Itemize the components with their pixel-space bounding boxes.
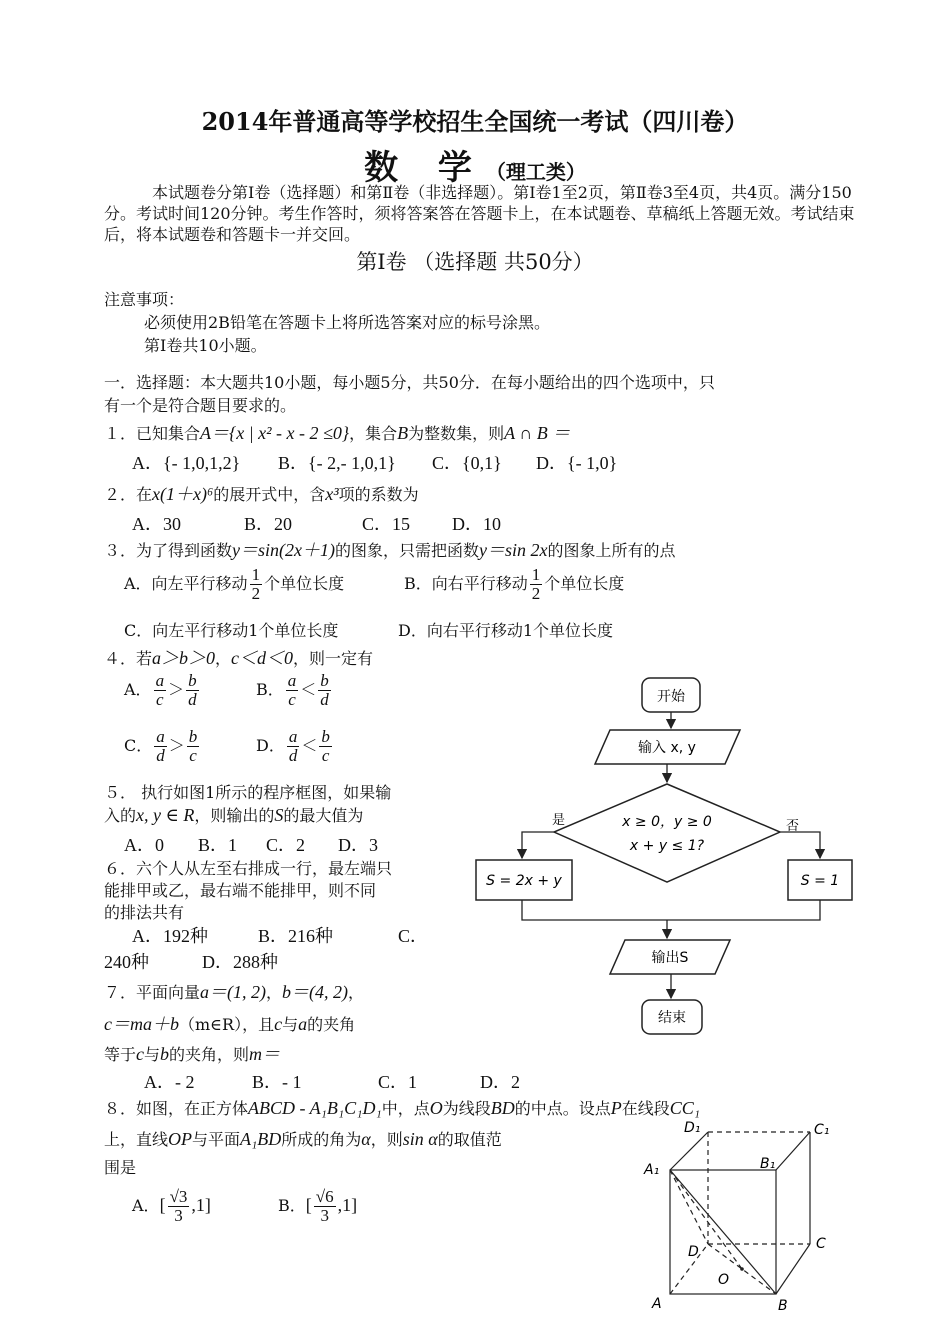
- q3-text2: 的图象，只需把函数: [335, 541, 480, 560]
- q4-option-c: [124, 728, 201, 765]
- q4-c-frac2-den: c: [189, 746, 197, 765]
- notes-line-2: 第Ⅰ卷共10小题。: [144, 336, 267, 355]
- q4-option-c-label: C．: [124, 736, 153, 755]
- flow-yes-label: 是: [552, 813, 566, 828]
- q2-option-b: B．20: [244, 514, 293, 534]
- q3-frac-a: [250, 566, 263, 603]
- cube-label-d: D: [688, 1244, 699, 1260]
- q7-vec-b: b＝(4, 2): [282, 982, 349, 1002]
- q6-line-3: 的排法共有: [104, 903, 185, 922]
- q8-text6: 上，直线: [104, 1130, 169, 1149]
- q8-text3: 为线段: [442, 1099, 491, 1118]
- q7-option-d: D．2: [480, 1072, 520, 1092]
- q4-b-frac2-num: b: [320, 671, 329, 690]
- question-3: [104, 536, 676, 562]
- q7-vec-c: c＝ma＋b: [104, 1014, 179, 1034]
- q2-text: ２．在: [104, 485, 153, 504]
- flow-cond-1: x ≥ 0，y ≥ 0: [622, 814, 712, 830]
- cube-figure: [636, 1118, 846, 1314]
- flow-input-text: 输入 x, y: [638, 740, 696, 756]
- q4-a-frac1-num: a: [155, 671, 165, 690]
- q5-var: S: [274, 805, 284, 825]
- q4-c-frac2-num: b: [188, 727, 198, 746]
- q7-sep2: ，: [348, 983, 365, 1002]
- q7-text2: ，且: [242, 1015, 275, 1034]
- q6-option-d: D．288种: [202, 952, 278, 972]
- q5-text3: 的最大值为: [283, 806, 364, 825]
- q7-option-c: C．1: [378, 1072, 418, 1092]
- q8-text: ８．如图，在正方体: [104, 1099, 249, 1118]
- q7-text: ７．平面向量: [104, 983, 201, 1002]
- part-one-line-2: 有一个是符合题目要求的。: [104, 396, 297, 415]
- q8-option-b: [278, 1188, 357, 1225]
- flow-left-text: S = 2x + y: [486, 873, 562, 889]
- q8-option-a: [132, 1188, 211, 1225]
- q4-b-frac1-num: a: [287, 671, 297, 690]
- q7-c2: c: [136, 1044, 145, 1064]
- q4-a-frac2-num: b: [188, 671, 197, 690]
- q4-c-frac1-den: d: [156, 746, 165, 765]
- q1-text3: 为整数集，则: [408, 424, 505, 443]
- q4-option-b: [256, 672, 333, 709]
- flow-no-label: 否: [786, 819, 800, 834]
- q1-option-b: B．{- 2,- 1,0,1}: [278, 453, 396, 473]
- q8-line-2: [104, 1127, 502, 1150]
- q3-frac-b-num: 1: [531, 565, 541, 584]
- q7-text4: 等于: [104, 1045, 137, 1064]
- q3-frac-a-den: 2: [251, 584, 261, 603]
- q4-d-op: ＜: [301, 736, 318, 755]
- q7-m: m＝: [249, 1044, 281, 1064]
- section-heading: 第Ⅰ卷 （选择题 共50分）: [356, 250, 594, 274]
- q3-option-d: D．向右平行移动1个单位长度: [398, 621, 614, 640]
- q4-b-frac2: [318, 672, 331, 709]
- q4-d-frac2: [319, 728, 332, 765]
- q3-frac-b: [530, 566, 543, 603]
- q4-option-b-label: B．: [256, 680, 284, 699]
- q5-option-c: C．2: [266, 835, 306, 855]
- q7-text5: 的夹角，则: [169, 1045, 250, 1064]
- intro-paragraph: [104, 182, 864, 245]
- q8-option-b-frac: [314, 1188, 336, 1225]
- q7-with2: 与: [144, 1045, 161, 1064]
- q7-vec-a: a＝(1, 2): [200, 982, 267, 1002]
- q8-option-a-frac: [168, 1188, 190, 1225]
- q8-text5: 在线段: [621, 1099, 670, 1118]
- q6-option-a: A．192种: [132, 926, 208, 946]
- q7-with1: 与: [282, 1015, 299, 1034]
- flowchart-figure: [470, 670, 870, 1050]
- q8-line-op: OP: [168, 1129, 193, 1149]
- q1-set-a: A＝{x | x² - x - 2 ≤0}: [200, 423, 350, 443]
- flow-decision: [554, 784, 780, 882]
- q8-point-o: O: [429, 1098, 443, 1118]
- intro-text: 本试题卷分第Ⅰ卷（选择题）和第Ⅱ卷（非选择题）。第Ⅰ卷1至2页，第Ⅱ卷3至4页，共4页。满分150分。考试时间120分钟。考生作答时，须将答案答在答题卡上，在本试题卷、草稿纸上答题无效。考试结束后，将本试题卷和答题卡一并交回。: [104, 183, 855, 244]
- cube-label-d1: D₁: [684, 1120, 701, 1136]
- q8-text8: 所成的角为: [281, 1130, 362, 1149]
- q3-func1: y＝sin(2x＋1): [232, 540, 335, 560]
- q8-line-3: 围是: [104, 1158, 137, 1177]
- q5-option-b: B．1: [198, 835, 238, 855]
- q7-b2: b: [160, 1044, 170, 1064]
- q4-text2: ，则一定有: [293, 649, 374, 668]
- q1-text: １．已知集合: [104, 424, 201, 443]
- q3-func2: y＝sin 2x: [479, 540, 548, 560]
- q4-option-d: [256, 728, 334, 765]
- q4-b-frac2-den: d: [320, 690, 329, 709]
- q3-frac-b-den: 2: [531, 584, 541, 603]
- q4-cond2: c＜d＜0: [231, 648, 294, 668]
- q8-cube: ABCD - A₁B₁C₁D₁: [248, 1098, 382, 1118]
- q3-option-c: C．向左平行移动1个单位长度: [124, 621, 339, 640]
- q4-a-frac2: [186, 672, 199, 709]
- subject-name: 数 学: [364, 148, 486, 188]
- q4-b-frac1: [286, 672, 299, 709]
- q3-frac-a-num: 1: [251, 565, 261, 584]
- q3-option-b: [404, 566, 624, 603]
- flow-output-text: 输出S: [651, 950, 689, 966]
- part-one-line-1: 一．选择题：本大题共10小题，每小题5分，共50分．在每小题给出的四个选项中，只: [104, 373, 715, 392]
- q7-a1: a: [298, 1014, 308, 1034]
- q8-option-a-open: [: [159, 1195, 166, 1215]
- q3-text: ３．为了得到函数: [104, 541, 233, 560]
- q8-option-a-close: ,1]: [191, 1195, 211, 1215]
- q6-line-1: ６．六个人从左至右排成一行，最左端只: [104, 859, 393, 878]
- q7-option-b: B．- 1: [252, 1072, 302, 1092]
- q2-term: x³: [325, 484, 339, 504]
- q7-text3: 的夹角: [307, 1015, 356, 1034]
- q4-option-d-label: D．: [256, 736, 285, 755]
- q8-option-a-den: 3: [174, 1206, 183, 1225]
- cube-label-c: C: [816, 1236, 826, 1252]
- q6-option-c-value: 240种: [104, 952, 149, 972]
- q5-option-a: A．0: [124, 835, 164, 855]
- q3-option-a-text: A．向左平行移动: [124, 574, 248, 593]
- q4-b-op: ＜: [300, 680, 317, 699]
- q8-text4: 的中点。设点: [514, 1099, 611, 1118]
- q8-line-1: [104, 1096, 700, 1119]
- q8-sin: sin α: [402, 1129, 438, 1149]
- q3-text3: 的图象上所有的点: [547, 541, 676, 560]
- q2-option-a: A．30: [132, 514, 181, 534]
- q4-c-op: ＞: [168, 736, 185, 755]
- q4-c-frac2: [187, 728, 200, 765]
- q8-option-b-num: √6: [315, 1187, 334, 1206]
- q8-option-b-den: 3: [320, 1206, 329, 1225]
- q7-sep: ，: [266, 983, 283, 1002]
- q8-seg-bd: BD: [490, 1098, 515, 1118]
- q1-option-c: C．{0,1}: [432, 453, 502, 473]
- q4-text: ４．若: [104, 649, 153, 668]
- q7-param: （m∈R）: [179, 1015, 243, 1034]
- q5-line-1: ５． 执行如图1所示的程序框图，如果输: [104, 783, 392, 802]
- q8-point-p: P: [610, 1098, 622, 1118]
- q1-set-b: B: [397, 423, 409, 443]
- q8-text10: 的取值范: [437, 1130, 502, 1149]
- q6-option-c: C．: [398, 926, 429, 946]
- q4-b-frac1-den: c: [288, 690, 296, 709]
- q4-a-frac2-den: d: [188, 690, 197, 709]
- flow-cond-2: x + y ≤ 1?: [629, 838, 705, 854]
- cube-label-c1: C₁: [814, 1122, 830, 1138]
- q1-text2: ，集合: [349, 424, 398, 443]
- q8-text9: ，则: [370, 1130, 403, 1149]
- q8-text7: 与平面: [192, 1130, 241, 1149]
- q5-line-2: [104, 803, 363, 826]
- q4-d-frac1: [287, 728, 300, 765]
- q1-expr: A ∩ B ＝: [504, 423, 571, 443]
- q4-a-frac1: [154, 672, 167, 709]
- cube-label-b: B: [778, 1298, 788, 1314]
- q3-option-b-unit: 个单位长度: [544, 574, 625, 593]
- q4-d-frac2-num: b: [321, 727, 330, 746]
- exam-title: 2014年普通高等学校招生全国统一考试（四川卷）: [201, 107, 749, 136]
- q7-option-a: A．- 2: [144, 1072, 195, 1092]
- q4-cond1: a＞b＞0: [152, 648, 216, 668]
- q2-text2: 的展开式中，含: [213, 485, 326, 504]
- flow-start-text: 开始: [657, 689, 685, 705]
- q4-c-frac1: [154, 728, 167, 765]
- q2-option-d: D．10: [452, 514, 501, 534]
- q8-option-a-label: A．: [132, 1196, 160, 1215]
- q5-text2: ，则输出的: [194, 806, 275, 825]
- q7-line-3: [104, 1040, 280, 1066]
- cube-label-a: A: [652, 1296, 662, 1312]
- q4-option-a: [124, 672, 201, 709]
- notes-label: 注意事项：: [104, 290, 185, 309]
- q1-option-a: A．{- 1,0,1,2}: [132, 453, 241, 473]
- q4-d-frac1-den: d: [288, 746, 298, 765]
- q6-option-b: B．216种: [258, 926, 334, 946]
- question-4: [104, 644, 373, 670]
- q8-text2: 中，点: [381, 1099, 430, 1118]
- question-2: [104, 480, 419, 506]
- cube-label-o: O: [718, 1272, 730, 1288]
- q3-option-a-unit: 个单位长度: [264, 574, 345, 593]
- q8-alpha: α: [361, 1129, 371, 1149]
- cube-label-b1: B₁: [760, 1156, 776, 1172]
- q4-option-a-label: A．: [124, 680, 152, 699]
- q3-option-b-text: B．向右平行移动: [404, 574, 528, 593]
- question-1: [104, 419, 570, 445]
- notes-line-1: 必须使用2B铅笔在答题卡上将所选答案对应的标号涂黑。: [144, 313, 550, 332]
- q8-seg-cc1: CC₁: [669, 1098, 701, 1118]
- flow-right-text: S = 1: [800, 873, 840, 889]
- q8-option-b-label: B．: [278, 1196, 306, 1215]
- q2-text3: 项的系数为: [338, 485, 419, 504]
- q4-a-op: ＞: [168, 680, 185, 699]
- q4-d-frac2-den: c: [321, 746, 330, 765]
- q5-text: 入的: [104, 806, 137, 825]
- q7-c1: c: [274, 1014, 283, 1034]
- q1-option-d: D．{- 1,0}: [536, 453, 618, 473]
- q3-option-a: [124, 566, 344, 603]
- q5-domain: x, y ∈ R: [136, 805, 195, 825]
- flow-end-text: 结束: [658, 1010, 686, 1026]
- q8-option-b-close: ,1]: [337, 1195, 358, 1215]
- q8-option-a-num: √3: [169, 1187, 188, 1206]
- q7-line-2: [104, 1010, 355, 1036]
- cube-label-a1: A₁: [644, 1162, 660, 1178]
- q8-plane: A₁BD: [240, 1129, 282, 1149]
- q6-line-2: 能排甲或乙，最右端不能排甲，则不同: [104, 881, 377, 900]
- q7-line-1: [104, 978, 364, 1004]
- q5-option-d: D．3: [338, 835, 378, 855]
- q4-c-frac1-num: a: [156, 727, 165, 746]
- q4-d-frac1-num: a: [288, 727, 298, 746]
- q4-a-frac1-den: c: [156, 690, 164, 709]
- q2-expr: x(1＋x)⁶: [152, 484, 214, 504]
- q4-sep: ，: [215, 649, 232, 668]
- q8-option-b-open: [: [305, 1195, 312, 1215]
- q2-option-c: C．15: [362, 514, 411, 534]
- subject-type: （理工类）: [485, 160, 586, 184]
